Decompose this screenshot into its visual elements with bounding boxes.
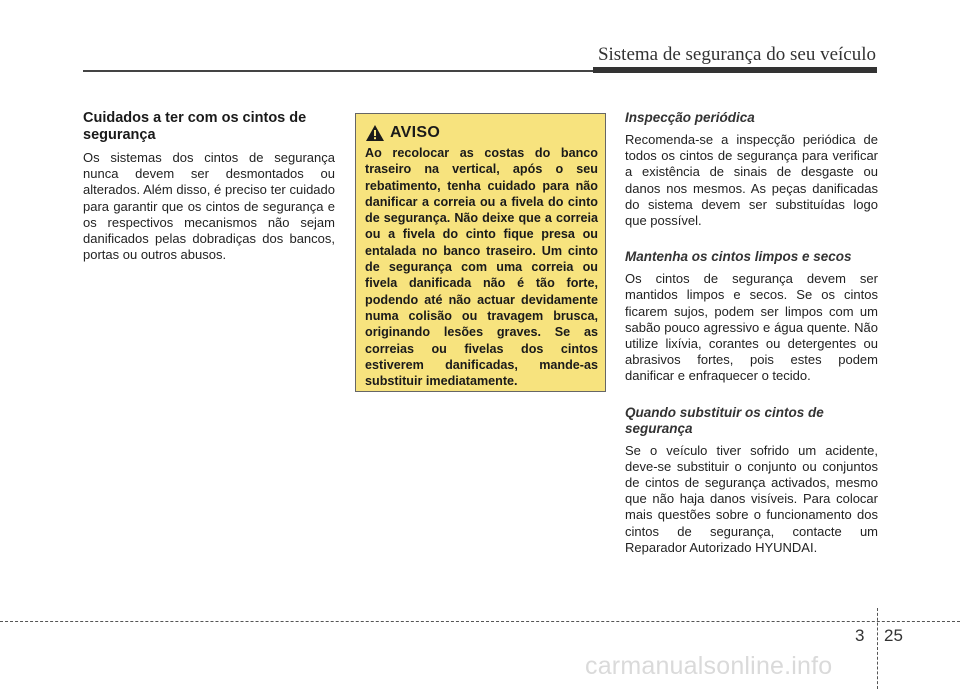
- left-column: [83, 110, 335, 283]
- watermark: carmanualsonline.info: [585, 652, 833, 680]
- section-heading-replacement: Quando substituir os cintos de segurança: [625, 404, 824, 436]
- warning-box: [355, 113, 606, 392]
- section-body-replacement: Se o veículo tiver sofrido um acidente, deve-se substituir o conjunto ou conjuntos de cintos de segurança activados, mesmo que não haja danos visíveis. Para colocar mais questões sobre o funcionamento dos cintos de segurança, contacte um Reparador Autorizado HYUNDAI.: [625, 442, 878, 555]
- warning-title: AVISO: [390, 124, 441, 141]
- right-column: [625, 110, 878, 576]
- header-rule: [83, 70, 593, 72]
- warning-text: Ao recolocar as costas do banco traseiro na vertical, após o seu rebatimento, tenha cuidado para não danificar a correia ou a fivela do cinto de segurança. Não deixe que a correia ou a fivela do cinto fique presa ou entalada no banco traseiro. Um cinto de segurança com uma correia ou fivela danificada não é tão forte, podendo até não actuar devidamente numa colisão ou travagem brusca, originando lesões graves. Se as correias ou fivelas dos cintos estiverem danificadas, mande-as substituir imediatamente.: [365, 146, 598, 389]
- section-heading: Cuidados a ter com os cintos de segurança: [83, 110, 307, 143]
- section-body: Os sistemas dos cintos de segurança nunca devem ser desmontados ou alterados. Além disso, é preciso ter cuidado para garantir que os cintos de segurança e os respectivos mecanismos não sejam danificados pelas dobradiças dos bancos, portas ou outros abusos.: [83, 150, 335, 263]
- footer-divider: [877, 608, 878, 689]
- section-heading-cleaning: Mantenha os cintos limpos e secos: [625, 249, 852, 265]
- running-header-title: Sistema de segurança do seu veículo: [597, 44, 876, 65]
- warning-triangle-icon: [365, 124, 385, 142]
- section-body-inspection: Recomenda-se a inspecção periódica de todos os cintos de segurança para verificar a existência de sinais de desgaste ou danos nos mesmos. As peças danificadas do sistema devem ser substituídas logo que possível.: [625, 132, 878, 229]
- section-body-cleaning: Os cintos de segurança devem ser mantidos limpos e secos. Se os cintos ficarem sujos, podem ser limpos com um sabão pouco agressivo e água quente. Não utilize lixívia, corantes ou detergentes ou abrasivos fortes, pois estes podem danificar e enfraquecer o tecido.: [625, 271, 878, 384]
- footer-rule: [0, 621, 960, 622]
- section-heading-inspection: Inspecção periódica: [625, 110, 755, 125]
- page-number: 25: [884, 626, 903, 645]
- header-rule-accent: [593, 67, 877, 73]
- chapter-number: 3: [855, 626, 865, 645]
- warning-header: [365, 124, 598, 142]
